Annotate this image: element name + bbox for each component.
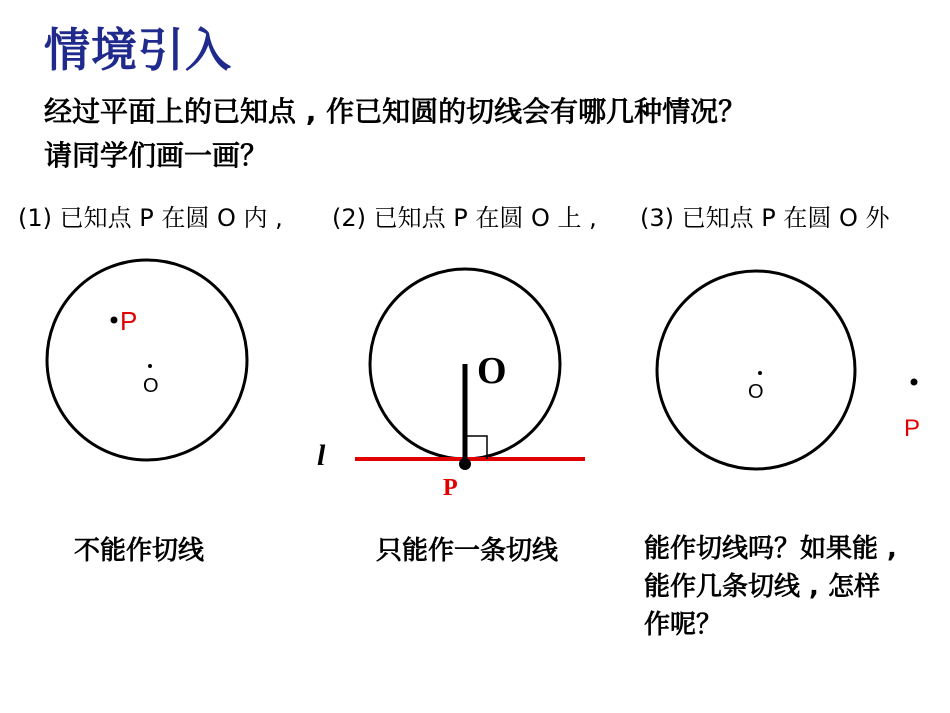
page-title: 情境引入 bbox=[44, 23, 232, 77]
case-3-caption-line-2: 能作几条切线 , 怎样 bbox=[644, 572, 880, 602]
figure-2 bbox=[317, 269, 585, 501]
question-line-1: 经过平面上的已知点 , 作已知圆的切线会有哪几种情况？ bbox=[44, 95, 747, 128]
point-p-3 bbox=[911, 379, 918, 386]
label-o-1: O bbox=[143, 375, 159, 397]
case-1-label: (1) 已知点 P 在圆 O 内 , bbox=[18, 204, 283, 232]
case-1-caption: 不能作切线 bbox=[74, 536, 205, 566]
center-dot-1 bbox=[148, 364, 152, 368]
case-2-caption: 只能作一条切线 bbox=[376, 536, 559, 566]
label-p-3: P bbox=[904, 415, 921, 442]
label-o-3: O bbox=[748, 381, 764, 403]
label-p-1: P bbox=[120, 306, 138, 336]
case-3-caption bbox=[644, 530, 950, 644]
case-2-label: (2) 已知点 P 在圆 O 上 , bbox=[332, 204, 597, 232]
circle-3 bbox=[657, 271, 855, 469]
question-line-2: 请同学们画一画？ bbox=[44, 139, 269, 172]
case-3-caption-line-3: 作呢？ bbox=[644, 610, 723, 640]
point-p-1 bbox=[111, 317, 118, 324]
case-3-caption-line-1: 能作切线吗？如果能 , bbox=[644, 534, 897, 564]
label-p-2: P bbox=[443, 475, 458, 501]
point-p-2 bbox=[459, 458, 471, 470]
label-o-2: O bbox=[477, 350, 507, 392]
case-3-label: (3) 已知点 P 在圆 O 外 bbox=[640, 204, 890, 232]
label-l: l bbox=[317, 439, 326, 472]
figure-1 bbox=[47, 260, 247, 460]
center-dot-3 bbox=[758, 371, 762, 375]
circle-1 bbox=[47, 260, 247, 460]
figure-3 bbox=[657, 271, 920, 469]
